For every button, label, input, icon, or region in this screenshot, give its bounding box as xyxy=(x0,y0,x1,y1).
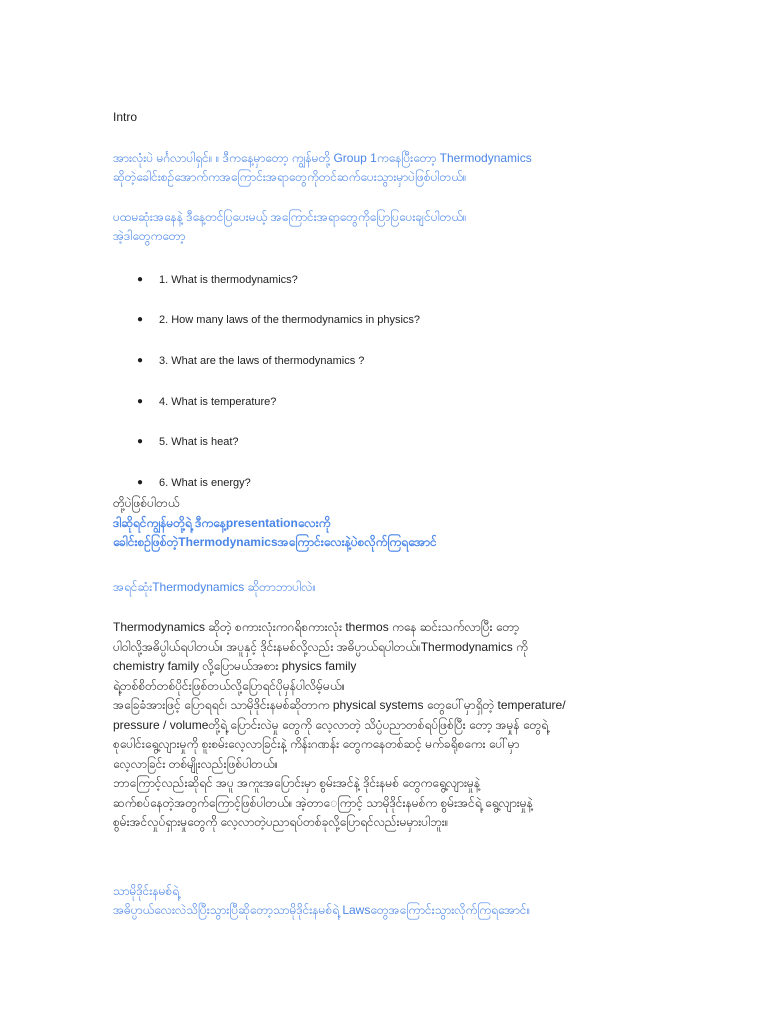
list-item xyxy=(137,272,298,288)
body-line: လေ့လာခြင်း တစ်မျိုးလည်းဖြစ်ပါတယ်။ xyxy=(113,756,279,771)
closing-line: အဓိပ္ပာယ်လေးလဲသိပြီးသွားပြီဆိုတော့သာမိုဒိုင်းနမစ်ရဲ့ Lawsတွေအကြောင်းသွားလိုက်ကြရအောင်။ xyxy=(113,903,531,917)
question-text: 2. How many laws of the thermodynamics in physics? xyxy=(159,314,421,326)
list-item xyxy=(137,394,276,410)
list-item xyxy=(137,475,251,491)
presentation-intro-line: ဒါဆိုရင်ကျွန်မတို့ရဲ့ ဒီကနေ့presentationလေးကို xyxy=(113,516,331,530)
greeting-line: ဆိုတဲ့ခေါင်းစဉ်အောက်ကအကြောင်းအရာတွေကိုတင်ဆက်ပေးသွားမှာပဲဖြစ်ပါတယ်။ xyxy=(113,170,467,184)
presentation-intro-line: ခေါင်းစဉ်ဖြစ်တဲ့Thermodynamicsအကြောင်းလေးနဲ့ပဲစလိုက်ကြရအောင် xyxy=(113,535,437,549)
bullet-icon: ● xyxy=(137,436,144,447)
body-paragraph xyxy=(113,618,673,833)
body-line: pressure / volumeတို့ရဲ့ ပြောင်းလဲမှု တွေကို လေ့လာတဲ့ သိပ္ပံပညာတစ်ရပ်ဖြစ်ပြီး တော့ အမှုန် တွေရဲ့ xyxy=(113,717,549,732)
list-item xyxy=(137,312,420,328)
body-line: အခြေခံအားဖြင့် ပြောရရင်၊ သာမိုဒိုင်းနမစ်ဆိုတာက physical systems တွေပေါ်မှာရှိတဲ့ temperature/ xyxy=(113,698,566,712)
intro-topics-line: ပထမဆုံးအနေနဲ့ ဒီနေ့တင်ပြပေးမယ့် အကြောင်းအရာတွေကိုပြောပြပေးချင်ပါတယ်။ xyxy=(113,210,467,224)
bullet-icon: ● xyxy=(137,355,144,366)
question-text: 3. What are the laws of thermodynamics ? xyxy=(159,355,365,367)
question-text: 5. What is heat? xyxy=(159,436,239,448)
after-list-text xyxy=(113,494,673,513)
question-text: 4. What is temperature? xyxy=(159,396,277,408)
bullet-icon: ● xyxy=(137,477,144,488)
after-list-line: တို့ပဲဖြစ်ပါတယ် xyxy=(113,496,180,510)
greeting-line: အားလုံးပဲ မင်္ဂလာပါရှင်။ ။ ဒီကနေ့မှာတော့ ကျွန်မတို့ Group 1ကနေပြီးတော့ Thermodynamics xyxy=(113,151,532,165)
list-item xyxy=(137,434,239,450)
body-line: စုပေါင်းရွေ့လျားမှုကို စူးစမ်းလေ့လာခြင်းနဲ့ ကိန်းဂဏန်း တွေကနေတစ်ဆင့် မက်ခရိုစကေး ပေါ်မှာ xyxy=(113,737,520,751)
question-text: 1. What is thermodynamics? xyxy=(159,274,298,286)
body-line: ရဲ့တစ်စိတ်တစ်ပိုင်းဖြစ်တယ်လို့ပြောရင်ပိုမှန်ပါလိမ့်မယ်။ xyxy=(113,678,346,693)
intro-heading xyxy=(113,108,673,127)
intro-topics-line: အဲ့ဒါတွေကတော့ xyxy=(113,229,186,243)
closing-paragraph xyxy=(113,882,673,920)
question-text: 6. What is energy? xyxy=(159,477,251,489)
body-line: ဆက်စပ်နေတဲ့အတွက်ကြောင့်ဖြစ်ပါတယ်။ အဲ့တာေကြာင့် သာမိုဒိုင်းနမစ်က စွမ်းအင်ရဲ့ ရွေ့လျားမှုနဲ့ xyxy=(113,795,533,810)
bullet-icon: ● xyxy=(137,396,144,407)
body-line: Thermodynamics ဆိုတဲ့ စကားလုံးကဂရိစကားလုံး thermos ကနေ ဆင်းသက်လာပြီး တော့ xyxy=(113,620,520,634)
body-line: chemistry family လို့ပြောမယ်အစား physics family xyxy=(113,659,357,673)
presentation-intro xyxy=(113,514,673,552)
body-line: ပါဝါလို့အဓိပ္ပါယ်ရပါတယ်။ အပူနှင့် ဒိုင်းနမစ်လို့လည်း အဓိပ္ပာယ်ရပါတယ်။Thermodynamics ကို xyxy=(113,639,528,654)
body-line: စွမ်းအင်လှုပ်ရှားမှုတွေကို လေ့လာတဲ့ပညာရပ်တစ်ခုလို့ပြောရင်လည်းမမှားပါဘူး။ xyxy=(113,815,449,829)
heading-text: Intro xyxy=(113,110,138,124)
intro-topics-paragraph xyxy=(113,208,673,246)
body-line: ဘာကြောင့်လည်းဆိုရင် အပူ အကူးအပြောင်းမှာ စွမ်းအင်နဲ့ ဒိုင်းနမစ် တွေကရွေ့လျားမှုနဲ့ xyxy=(113,776,481,790)
list-item xyxy=(137,353,364,369)
closing-line: သာမိုဒိုင်းနမစ်ရဲ့ xyxy=(113,884,180,898)
question-heading xyxy=(113,578,673,597)
question-heading-line: အရင်ဆုံးThermodynamics ဆိုတာဘာပါလဲ။ xyxy=(113,580,317,594)
greeting-paragraph xyxy=(113,149,673,187)
bullet-icon: ● xyxy=(137,314,144,325)
bullet-icon: ● xyxy=(137,274,144,285)
